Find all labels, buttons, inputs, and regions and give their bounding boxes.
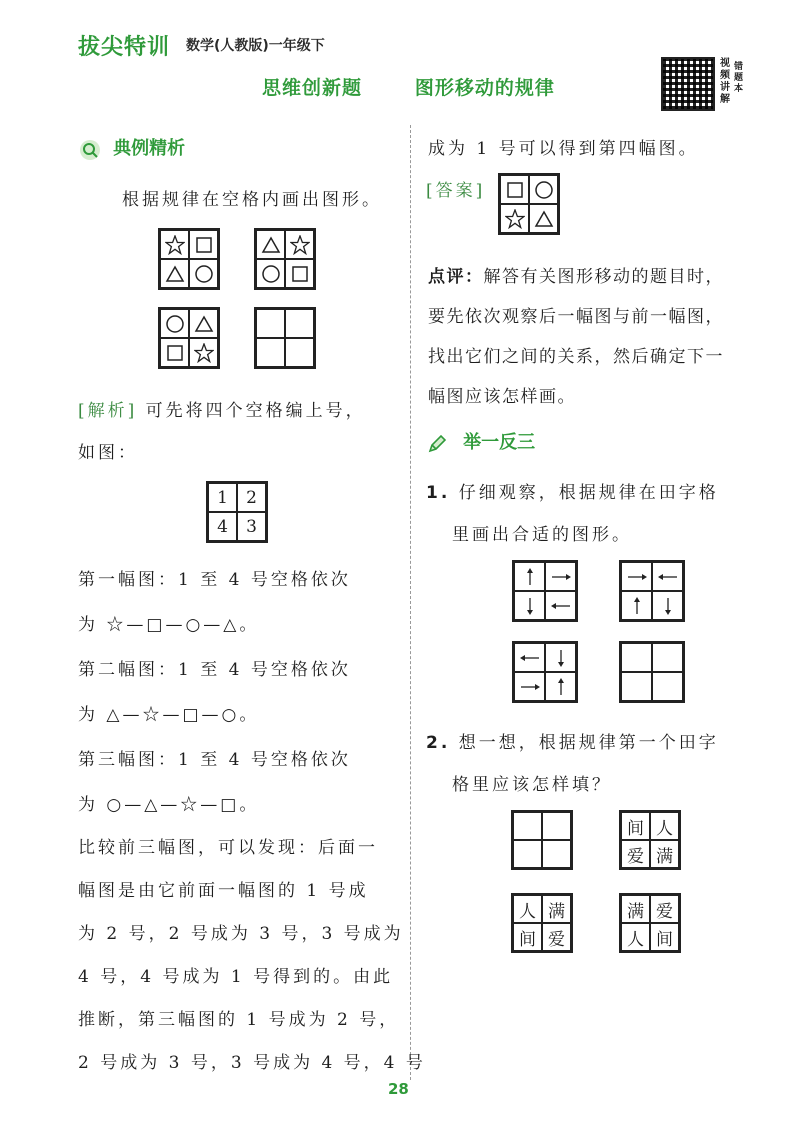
q2-line-2: 格里应该怎样填？ xyxy=(452,775,612,795)
q1-number: 1. xyxy=(426,483,451,503)
analysis-line-1: [解析] 可先将四个空格编上号， xyxy=(78,401,366,421)
analysis-text: 第三幅图：1 至 4 号空格依次 xyxy=(78,750,351,770)
qr-code-icon[interactable] xyxy=(661,57,715,111)
page-number: 28 xyxy=(388,1080,409,1098)
star-icon xyxy=(160,230,189,259)
arrow-grid-2 xyxy=(619,560,685,622)
arrow-right-icon xyxy=(545,562,576,591)
square-icon xyxy=(500,175,529,204)
char-cell: 爱 xyxy=(542,923,571,951)
arrow-left-icon xyxy=(514,643,545,672)
char-cell: 满 xyxy=(650,840,679,868)
example-grid-3 xyxy=(158,307,220,369)
star-icon xyxy=(285,230,314,259)
answer-tag: [答案] xyxy=(426,181,486,201)
triangle-icon xyxy=(160,259,189,288)
q1-line-1: 1. 仔细观察，根据规律在田字格 xyxy=(426,483,719,503)
triangle-icon xyxy=(256,230,285,259)
q2-line-1: 2. 想一想，根据规律第一个田字 xyxy=(426,733,719,753)
char-cell: 人 xyxy=(650,812,679,840)
arrow-up-icon xyxy=(514,562,545,591)
star-icon xyxy=(500,204,529,233)
comment-line-1: 点评：解答有关图形移动的题目时， xyxy=(428,267,724,287)
arrow-right-icon xyxy=(621,562,652,591)
section-practice-title: 举一反三 xyxy=(463,432,536,453)
comment-line-2: 要先依次观察后一幅图与前一幅图， xyxy=(428,307,724,327)
char-cell: 满 xyxy=(542,895,571,923)
analysis-text: 为 △—☆—□—○。 xyxy=(78,705,260,725)
arrow-left-icon xyxy=(545,591,576,620)
arrow-down-icon xyxy=(652,591,683,620)
column-divider xyxy=(410,125,411,1080)
analysis-text: 第二幅图：1 至 4 号空格依次 xyxy=(78,660,351,680)
char-cell: 间 xyxy=(513,923,542,951)
arrow-up-icon xyxy=(621,591,652,620)
char-grid-3 xyxy=(619,893,681,953)
square-icon xyxy=(189,230,218,259)
char-cell: 间 xyxy=(650,923,679,951)
comment-line-3: 找出它们之间的关系，然后确定下一 xyxy=(428,347,724,367)
arrow-down-icon xyxy=(545,643,576,672)
arrow-grid-3 xyxy=(512,641,578,703)
analysis-text: 为 2 号，2 号成为 3 号，3 号成为 xyxy=(78,924,404,944)
circle-icon xyxy=(529,175,558,204)
analysis-text: 2 号成为 3 号，3 号成为 4 号，4 号 xyxy=(78,1053,426,1073)
number-cell: 2 xyxy=(237,483,266,512)
analysis-text: 为 ○—△—☆—□。 xyxy=(78,795,260,815)
question-text: 根据规律在空格内画出图形。 xyxy=(122,190,382,210)
arrow-right-icon xyxy=(514,672,545,701)
triangle-icon xyxy=(529,204,558,233)
example-grid-2 xyxy=(254,228,316,290)
circle-icon xyxy=(160,309,189,338)
circle-icon xyxy=(189,259,218,288)
number-cell: 3 xyxy=(237,512,266,541)
char-grid-2 xyxy=(511,893,573,953)
char-grid-1 xyxy=(619,810,681,870)
pencil-icon xyxy=(426,433,448,455)
arrow-grid-blank xyxy=(619,641,685,703)
q1-line-2: 里画出合适的图形。 xyxy=(452,525,632,545)
char-cell: 人 xyxy=(621,923,650,951)
qr-label: 视频讲解 xyxy=(720,58,730,105)
square-icon xyxy=(160,338,189,367)
analysis-text: 为 ☆—□—○—△。 xyxy=(78,615,260,635)
analysis-tag: [解析] xyxy=(78,401,138,421)
char-cell: 满 xyxy=(621,895,650,923)
star-icon xyxy=(189,338,218,367)
char-cell: 爱 xyxy=(621,840,650,868)
analysis-text: 幅图是由它前面一幅图的 1 号成 xyxy=(78,881,369,901)
analysis-continued: 成为 1 号可以得到第四幅图。 xyxy=(428,139,699,159)
number-cell: 1 xyxy=(208,483,237,512)
answer-grid xyxy=(498,173,560,235)
arrow-up-icon xyxy=(545,672,576,701)
analysis-text: 第一幅图：1 至 4 号空格依次 xyxy=(78,570,351,590)
section-example xyxy=(80,134,185,160)
number-grid xyxy=(206,481,268,543)
analysis-text: 推断，第三幅图的 1 号成为 2 号， xyxy=(78,1010,400,1030)
arrow-grid-1 xyxy=(512,560,578,622)
char-cell: 人 xyxy=(513,895,542,923)
triangle-icon xyxy=(189,309,218,338)
magnifier-icon xyxy=(80,140,100,160)
circle-icon xyxy=(256,259,285,288)
square-icon xyxy=(285,259,314,288)
analysis-line-2: 如图： xyxy=(78,443,138,463)
q2-number: 2. xyxy=(426,733,451,753)
arrow-left-icon xyxy=(652,562,683,591)
example-grid-1 xyxy=(158,228,220,290)
analysis-text: 比较前三幅图，可以发现：后面一 xyxy=(78,838,378,858)
arrow-down-icon xyxy=(514,591,545,620)
comment-line-4: 幅图应该怎样画。 xyxy=(428,387,576,407)
section-practice xyxy=(426,428,535,455)
page-title: 思维创新题 图形移动的规律 xyxy=(262,77,555,99)
analysis-text: 4 号，4 号成为 1 号得到的。由此 xyxy=(78,967,394,987)
book-title: 数学(人教版)一年级下 xyxy=(186,38,325,54)
section-example-title: 典例精析 xyxy=(113,138,186,159)
brand-logo: 拔尖特训 xyxy=(78,35,171,60)
comment-label: 点评： xyxy=(428,267,484,287)
char-cell: 爱 xyxy=(650,895,679,923)
char-cell: 间 xyxy=(621,812,650,840)
example-grid-blank xyxy=(254,307,316,369)
qr-label-wrongbook: 错题本 xyxy=(734,62,744,94)
char-grid-blank xyxy=(511,810,573,870)
number-cell: 4 xyxy=(208,512,237,541)
